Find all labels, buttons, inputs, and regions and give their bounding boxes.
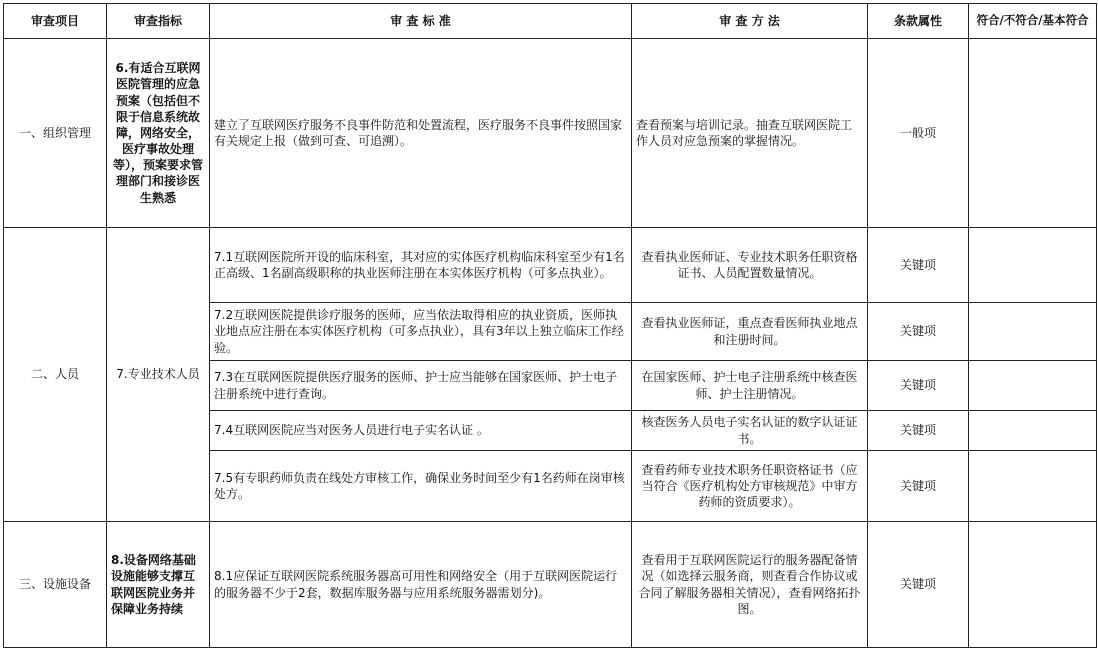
method-cell: 查看药师专业技术职务任职资格证书（应当符合《医疗机构处方审核规范》中审方药师的资质要求）。: [632, 451, 868, 522]
attribute-cell: 关键项: [868, 411, 969, 451]
standard-cell: 建立了互联网医疗服务不良事件防范和处置流程，医疗服务不良事件按照国家有关规定上报（做到可查、可追溯）。: [210, 39, 632, 228]
attribute-cell: 关键项: [868, 522, 969, 648]
table-row: [4, 39, 1097, 228]
section-item: 三、设施设备: [4, 522, 107, 648]
method-cell: 查看用于互联网医院运行的服务器配备情况（如选择云服务商，则查看合作协议或合同了解服务器相关情况），查看网络拓扑图。: [632, 522, 868, 648]
header-conformity: 符合/不符合/基本符合: [969, 4, 1097, 39]
section-item: 一、组织管理: [4, 39, 107, 228]
standard-cell: 7.3在互联网医院提供医疗服务的医师、护士应当能够在国家医师、护士电子注册系统中进行查询。: [210, 361, 632, 411]
header-standard: 审 查 标 准: [210, 4, 632, 39]
attribute-cell: 关键项: [868, 303, 969, 361]
conformity-cell[interactable]: [969, 361, 1097, 411]
method-cell: 核查医务人员电子实名认证的数字认证证书。: [632, 411, 868, 451]
method-cell: 查看执业医师证、专业技术职务任职资格证书、人员配置数量情况。: [632, 228, 868, 303]
header-method: 审 查 方 法: [632, 4, 868, 39]
review-table: [3, 3, 1097, 648]
standard-cell: 8.1应保证互联网医院系统服务器高可用性和网络安全（用于互联网医院运行的服务器不少于2套，数据库服务器与应用系统服务器需划分)。: [210, 522, 632, 648]
header-indicator: 审查指标: [107, 4, 210, 39]
standard-cell: 7.5有专职药师负责在线处方审核工作，确保业务时间至少有1名药师在岗审核处方。: [210, 451, 632, 522]
attribute-cell: 关键项: [868, 228, 969, 303]
conformity-cell[interactable]: [969, 522, 1097, 648]
standard-cell: 7.4互联网医院应当对医务人员进行电子实名认证 。: [210, 411, 632, 451]
section-indicator: 6.有适合互联网医院管理的应急预案（包括但不限于信息系统故障，网络安全，医疗事故处理等），预案要求管理部门和接诊医生熟悉: [107, 39, 210, 228]
header-attribute: 条款属性: [868, 4, 969, 39]
conformity-cell[interactable]: [969, 303, 1097, 361]
conformity-cell[interactable]: [969, 228, 1097, 303]
section-indicator: 8.设备网络基础设施能够支撑互联网医院业务并保障业务持续: [107, 522, 210, 648]
attribute-cell: 关键项: [868, 451, 969, 522]
header-item: 审查项目: [4, 4, 107, 39]
standard-cell: 7.1互联网医院所开设的临床科室，其对应的实体医疗机构临床科室至少有1名正高级、1名副高级职称的执业医师注册在本实体医疗机构（可多点执业）。: [210, 228, 632, 303]
attribute-cell: 一般项: [868, 39, 969, 228]
table-row: [4, 228, 1097, 303]
section-item: 二、人员: [4, 228, 107, 522]
method-cell: 在国家医师、护士电子注册系统中核查医师、护士注册情况。: [632, 361, 868, 411]
conformity-cell[interactable]: [969, 39, 1097, 228]
section-indicator: 7.专业技术人员: [107, 228, 210, 522]
header-row: [4, 4, 1097, 39]
attribute-cell: 关键项: [868, 361, 969, 411]
method-cell: 查看预案与培训记录。抽查互联网医院工作人员对应急预案的掌握情况。: [632, 39, 868, 228]
standard-cell: 7.2互联网医院提供诊疗服务的医师，应当依法取得相应的执业资质，医师执业地点应注册在本实体医疗机构（可多点执业），具有3年以上独立临床工作经验。: [210, 303, 632, 361]
conformity-cell[interactable]: [969, 451, 1097, 522]
conformity-cell[interactable]: [969, 411, 1097, 451]
table-row: [4, 522, 1097, 648]
method-cell: 查看执业医师证，重点查看医师执业地点和注册时间。: [632, 303, 868, 361]
